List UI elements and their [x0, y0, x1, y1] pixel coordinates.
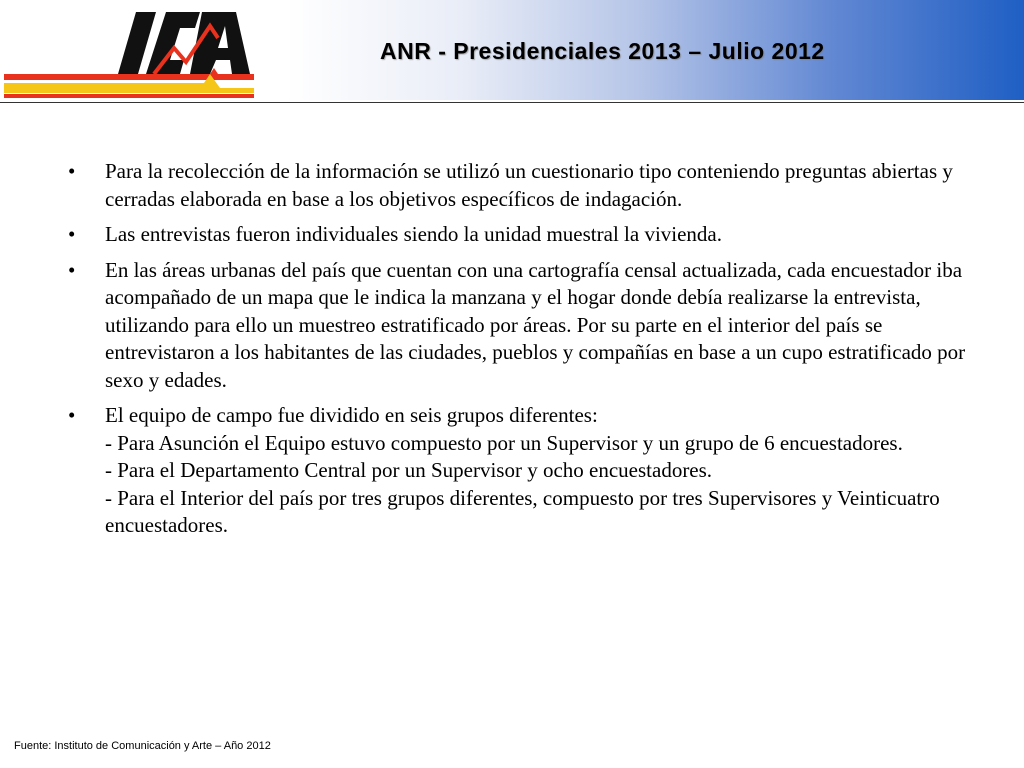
bullet-subline: - Para el Departamento Central por un Supervisor y ocho encuestadores.: [105, 458, 713, 482]
bullet-dot: •: [68, 403, 76, 427]
bullet-item: [68, 221, 968, 249]
bullet-subline: - Para Asunción el Equipo estuvo compuesto por un Supervisor y un grupo de 6 encuestadores.: [105, 430, 903, 455]
bullet-dot: •: [68, 222, 76, 246]
page-title: ANR - Presidenciales 2013 – Julio 2012: [380, 38, 825, 64]
bullet-item: [68, 257, 968, 395]
bullet-dot: •: [68, 159, 76, 183]
bullet-text: El equipo de campo fue dividido en seis grupos diferentes:: [105, 403, 598, 427]
bullet-list: [68, 158, 968, 548]
bullet-item: [68, 402, 968, 540]
header-divider: [0, 102, 1024, 103]
source-footer: Fuente: Instituto de Comunicación y Arte – Año 2012: [14, 740, 271, 752]
ica-logo-graphic: [4, 8, 254, 102]
bullet-dot: •: [68, 257, 76, 282]
bullet-text: Las entrevistas fueron individuales siendo la unidad muestral la vivienda.: [105, 222, 722, 246]
bullet-text: Para la recolección de la información se utilizó un cuestionario tipo conteniendo preguntas abiertas y cerradas elaborada en base a los objetivos específicos de indagación.: [105, 159, 953, 211]
bullet-subline: - Para el Interior del país por tres grupos diferentes, compuesto por tres Supervisores y Veinticuatro encuestadores.: [105, 485, 940, 537]
bullet-item: [68, 158, 968, 213]
bullet-text: En las áreas urbanas del país que cuentan con una cartografía censal actualizada, cada encuestador iba acompañado de un mapa que le indica la manzana y el hogar donde debía realizarse la entrevista, utilizando para ello un muestreo estratificado por áreas. Por su parte en el interior del país se entrevistaron a los habitantes de las ciudades, pueblos y compañías en base a un cupo estratificado por sexo y edades.: [105, 257, 966, 392]
ica-logo: [4, 8, 254, 102]
